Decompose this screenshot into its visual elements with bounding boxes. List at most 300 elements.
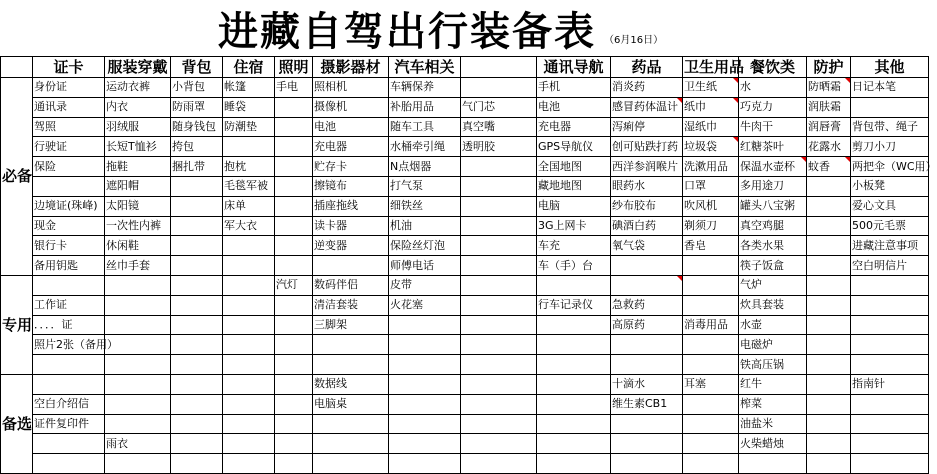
table-cell[interactable]: 气门芯 bbox=[461, 97, 537, 117]
table-cell[interactable]: 十滴水 bbox=[611, 374, 683, 394]
table-cell[interactable] bbox=[223, 394, 275, 414]
table-cell[interactable]: 西洋参润喉片 bbox=[611, 157, 683, 177]
column-header[interactable]: 汽车相关 bbox=[389, 57, 461, 78]
table-cell[interactable]: 太阳镜 bbox=[105, 196, 171, 216]
table-cell[interactable] bbox=[389, 355, 461, 375]
table-cell[interactable] bbox=[313, 414, 389, 434]
table-cell[interactable] bbox=[171, 315, 223, 335]
table-cell[interactable] bbox=[171, 196, 223, 216]
table-cell[interactable] bbox=[807, 355, 851, 375]
table-cell[interactable]: 皮带 bbox=[389, 275, 461, 295]
table-cell[interactable]: 消炎药 bbox=[611, 78, 683, 98]
table-cell[interactable] bbox=[537, 454, 611, 474]
table-cell[interactable] bbox=[611, 335, 683, 355]
table-cell[interactable] bbox=[171, 355, 223, 375]
table-cell[interactable] bbox=[683, 275, 739, 295]
table-cell[interactable] bbox=[461, 434, 537, 454]
table-cell[interactable]: 雨衣 bbox=[105, 434, 171, 454]
table-cell[interactable] bbox=[105, 414, 171, 434]
table-cell[interactable]: 充电器 bbox=[313, 137, 389, 157]
table-cell[interactable]: 摄像机 bbox=[313, 97, 389, 117]
table-cell[interactable] bbox=[461, 394, 537, 414]
table-cell[interactable]: 一次性内裤 bbox=[105, 216, 171, 236]
table-cell[interactable] bbox=[105, 454, 171, 474]
table-cell[interactable] bbox=[537, 374, 611, 394]
table-cell[interactable] bbox=[807, 394, 851, 414]
table-cell[interactable] bbox=[223, 355, 275, 375]
table-cell[interactable]: 细铁丝 bbox=[389, 196, 461, 216]
table-cell[interactable] bbox=[275, 117, 313, 137]
table-cell[interactable] bbox=[313, 454, 389, 474]
table-cell[interactable]: 空白明信片 bbox=[851, 256, 929, 276]
table-cell[interactable]: 电脑桌 bbox=[313, 394, 389, 414]
table-cell[interactable]: 感冒药体温计 bbox=[611, 97, 683, 117]
table-cell[interactable]: GPS导航仪 bbox=[537, 137, 611, 157]
table-cell[interactable] bbox=[461, 176, 537, 196]
table-cell[interactable]: 遮阳帽 bbox=[105, 176, 171, 196]
table-cell[interactable]: 火花塞 bbox=[389, 295, 461, 315]
table-cell[interactable]: 空白介绍信 bbox=[33, 394, 105, 414]
table-cell[interactable] bbox=[461, 256, 537, 276]
table-cell[interactable] bbox=[389, 335, 461, 355]
table-cell[interactable]: 红糖茶叶 bbox=[739, 137, 807, 157]
table-cell[interactable] bbox=[171, 256, 223, 276]
table-cell[interactable] bbox=[105, 315, 171, 335]
table-cell[interactable] bbox=[389, 315, 461, 335]
table-cell[interactable]: 背包带、绳子 bbox=[851, 117, 929, 137]
table-cell[interactable] bbox=[461, 414, 537, 434]
table-cell[interactable]: 500元毛票 bbox=[851, 216, 929, 236]
table-cell[interactable] bbox=[389, 374, 461, 394]
table-cell[interactable]: 蚊香 bbox=[807, 157, 851, 177]
table-cell[interactable]: 真空嘴 bbox=[461, 117, 537, 137]
table-cell[interactable]: 指南针 bbox=[851, 374, 929, 394]
table-cell[interactable]: 垃圾袋 bbox=[683, 137, 739, 157]
table-cell[interactable]: 擦镜布 bbox=[313, 176, 389, 196]
table-cell[interactable] bbox=[851, 414, 929, 434]
table-cell[interactable] bbox=[537, 355, 611, 375]
table-cell[interactable] bbox=[275, 374, 313, 394]
table-cell[interactable]: 边境证(珠峰) bbox=[33, 196, 105, 216]
table-cell[interactable]: 手机 bbox=[537, 78, 611, 98]
table-cell[interactable]: 红牛 bbox=[739, 374, 807, 394]
column-header[interactable]: 餐饮类 bbox=[739, 57, 807, 78]
table-cell[interactable]: 电脑 bbox=[537, 196, 611, 216]
table-cell[interactable] bbox=[389, 414, 461, 434]
column-header[interactable] bbox=[461, 57, 537, 78]
table-cell[interactable]: 香皂 bbox=[683, 236, 739, 256]
column-header[interactable]: 卫生用品 bbox=[684, 58, 745, 76]
table-cell[interactable] bbox=[851, 275, 929, 295]
table-cell[interactable] bbox=[223, 137, 275, 157]
table-cell[interactable]: 抱枕 bbox=[223, 157, 275, 177]
table-cell[interactable]: 两把伞（WC用） bbox=[851, 157, 929, 177]
table-cell[interactable]: 工作证 bbox=[33, 295, 105, 315]
table-cell[interactable] bbox=[171, 335, 223, 355]
table-cell[interactable] bbox=[105, 394, 171, 414]
table-cell[interactable]: 逆变器 bbox=[313, 236, 389, 256]
table-cell[interactable]: 随身钱包 bbox=[171, 117, 223, 137]
table-cell[interactable] bbox=[223, 315, 275, 335]
table-cell[interactable]: 口罩 bbox=[683, 176, 739, 196]
table-cell[interactable]: 三脚架 bbox=[313, 315, 389, 335]
table-cell[interactable]: 藏地地图 bbox=[537, 176, 611, 196]
table-cell[interactable]: 电池 bbox=[537, 97, 611, 117]
table-cell[interactable]: 维生素CB1 bbox=[611, 394, 683, 414]
table-cell[interactable]: 纱布胶布 bbox=[611, 196, 683, 216]
table-cell[interactable]: 多用途刀 bbox=[739, 176, 807, 196]
table-cell[interactable]: 小背包 bbox=[171, 78, 223, 98]
table-cell[interactable]: 毛毯军被 bbox=[223, 176, 275, 196]
table-cell[interactable]: 行驶证 bbox=[33, 137, 105, 157]
table-cell[interactable]: 氧气袋 bbox=[611, 236, 683, 256]
table-cell[interactable] bbox=[33, 454, 105, 474]
table-cell[interactable]: 碘酒白药 bbox=[611, 216, 683, 236]
table-cell[interactable]: 丝巾手套 bbox=[105, 256, 171, 276]
table-cell[interactable] bbox=[275, 315, 313, 335]
table-cell[interactable]: 铁高压锅 bbox=[739, 355, 807, 375]
table-cell[interactable] bbox=[223, 256, 275, 276]
column-header[interactable]: 住宿 bbox=[223, 57, 275, 78]
table-cell[interactable] bbox=[275, 454, 313, 474]
table-cell[interactable]: 随车工具 bbox=[389, 117, 461, 137]
table-cell[interactable]: 行车记录仪 bbox=[537, 295, 611, 315]
table-cell[interactable]: 水壶 bbox=[739, 315, 807, 335]
table-cell[interactable]: 保险丝灯泡 bbox=[389, 236, 461, 256]
table-cell[interactable]: 备用钥匙 bbox=[33, 256, 105, 276]
table-cell[interactable]: 巧克力 bbox=[739, 97, 807, 117]
table-cell[interactable]: 水 bbox=[739, 78, 807, 98]
table-cell[interactable] bbox=[223, 335, 275, 355]
table-cell[interactable] bbox=[313, 355, 389, 375]
table-cell[interactable]: 补胎用品 bbox=[389, 97, 461, 117]
table-cell[interactable] bbox=[275, 394, 313, 414]
table-cell[interactable] bbox=[461, 355, 537, 375]
table-cell[interactable] bbox=[389, 394, 461, 414]
table-cell[interactable]: 气炉 bbox=[739, 275, 807, 295]
table-cell[interactable]: 羽绒服 bbox=[105, 117, 171, 137]
table-cell[interactable] bbox=[171, 176, 223, 196]
table-cell[interactable] bbox=[223, 434, 275, 454]
table-cell[interactable]: 进藏注意事项 bbox=[851, 236, 929, 256]
column-header[interactable]: 背包 bbox=[171, 57, 223, 78]
table-cell[interactable] bbox=[275, 137, 313, 157]
table-cell[interactable]: 数码伴侣 bbox=[313, 275, 389, 295]
table-cell[interactable] bbox=[807, 256, 851, 276]
table-cell[interactable] bbox=[171, 454, 223, 474]
table-cell[interactable]: 筷子饭盒 bbox=[739, 256, 807, 276]
table-cell[interactable] bbox=[171, 295, 223, 315]
table-cell[interactable] bbox=[683, 335, 739, 355]
table-cell[interactable] bbox=[223, 275, 275, 295]
table-cell[interactable]: 创可贴跌打药 bbox=[611, 137, 683, 157]
table-cell[interactable] bbox=[461, 335, 537, 355]
table-cell[interactable]: 机油 bbox=[389, 216, 461, 236]
table-cell[interactable] bbox=[275, 434, 313, 454]
table-cell[interactable]: 油盐米 bbox=[739, 414, 807, 434]
table-cell[interactable]: 3G上网卡 bbox=[537, 216, 611, 236]
table-cell[interactable]: 洗漱用品 bbox=[683, 157, 739, 177]
table-cell[interactable]: 电池 bbox=[313, 117, 389, 137]
table-cell[interactable] bbox=[223, 236, 275, 256]
table-cell[interactable]: 车充 bbox=[537, 236, 611, 256]
table-cell[interactable] bbox=[461, 157, 537, 177]
table-cell[interactable]: 照片2张（备用） bbox=[33, 335, 105, 355]
table-row bbox=[1, 355, 929, 375]
table-cell[interactable]: 证件复印件 bbox=[33, 414, 105, 434]
table-cell[interactable]: 身份证 bbox=[33, 78, 105, 98]
table-cell[interactable]: 吹风机 bbox=[683, 196, 739, 216]
table-cell[interactable]: 读卡器 bbox=[313, 216, 389, 236]
table-cell[interactable]: 电磁炉 bbox=[739, 335, 807, 355]
column-header[interactable]: 防护 bbox=[807, 57, 851, 78]
column-header[interactable]: 照明 bbox=[275, 57, 313, 78]
table-cell[interactable]: 各类水果 bbox=[739, 236, 807, 256]
table-cell[interactable] bbox=[275, 157, 313, 177]
table-cell[interactable]: ．．．．证 bbox=[33, 315, 105, 335]
table-cell[interactable] bbox=[537, 434, 611, 454]
table-cell[interactable]: 车（手）台 bbox=[537, 256, 611, 276]
column-header[interactable]: 通讯导航 bbox=[537, 57, 611, 78]
table-cell[interactable] bbox=[807, 295, 851, 315]
column-header[interactable]: 摄影器材 bbox=[313, 57, 389, 78]
table-row bbox=[1, 256, 929, 276]
table-cell[interactable]: 防潮垫 bbox=[223, 117, 275, 137]
table-cell[interactable] bbox=[313, 434, 389, 454]
table-cell[interactable] bbox=[807, 275, 851, 295]
table-row bbox=[1, 196, 929, 216]
table-cell[interactable]: 水桶牵引绳 bbox=[389, 137, 461, 157]
table-cell[interactable] bbox=[313, 335, 389, 355]
table-cell[interactable]: 驾照 bbox=[33, 117, 105, 137]
table-cell[interactable]: 运动衣裤 bbox=[105, 78, 171, 98]
table-cell[interactable]: 润唇膏 bbox=[807, 117, 851, 137]
table-cell[interactable] bbox=[171, 414, 223, 434]
table-cell[interactable] bbox=[461, 196, 537, 216]
table-cell[interactable]: 透明胶 bbox=[461, 137, 537, 157]
table-cell[interactable]: 照相机 bbox=[313, 78, 389, 98]
table-cell[interactable]: 高原药 bbox=[611, 315, 683, 335]
table-cell[interactable]: 军大衣 bbox=[223, 216, 275, 236]
group-label-bibei: 必备 bbox=[1, 78, 33, 276]
table-cell[interactable]: 剃须刀 bbox=[683, 216, 739, 236]
table-cell[interactable] bbox=[275, 335, 313, 355]
table-row bbox=[1, 236, 929, 256]
table-cell[interactable] bbox=[807, 236, 851, 256]
table-cell[interactable]: 真空鸡腿 bbox=[739, 216, 807, 236]
table-cell[interactable]: 汽灯 bbox=[275, 275, 313, 295]
table-cell[interactable]: 捆扎带 bbox=[171, 157, 223, 177]
table-cell[interactable]: 睡袋 bbox=[223, 97, 275, 117]
table-cell[interactable]: 榨菜 bbox=[739, 394, 807, 414]
table-cell[interactable] bbox=[105, 355, 171, 375]
table-cell[interactable]: 卫生纸 bbox=[683, 78, 739, 98]
table-cell[interactable] bbox=[851, 335, 929, 355]
table-cell[interactable]: 帐篷 bbox=[223, 78, 275, 98]
table-cell[interactable] bbox=[275, 414, 313, 434]
table-cell[interactable] bbox=[275, 176, 313, 196]
table-cell[interactable]: 耳塞 bbox=[683, 374, 739, 394]
table-cell[interactable]: 银行卡 bbox=[33, 236, 105, 256]
table-cell[interactable] bbox=[33, 355, 105, 375]
table-cell[interactable] bbox=[851, 315, 929, 335]
table-cell[interactable] bbox=[807, 454, 851, 474]
table-cell[interactable] bbox=[275, 196, 313, 216]
table-cell[interactable] bbox=[223, 414, 275, 434]
table-cell[interactable]: 日记本笔 bbox=[851, 78, 929, 98]
table-cell[interactable] bbox=[807, 335, 851, 355]
column-header[interactable]: 服装穿戴 bbox=[105, 57, 171, 78]
table-cell[interactable]: 插座拖线 bbox=[313, 196, 389, 216]
table-cell[interactable] bbox=[223, 295, 275, 315]
table-cell[interactable]: 防雨罩 bbox=[171, 97, 223, 117]
table-cell[interactable] bbox=[171, 216, 223, 236]
table-cell[interactable] bbox=[807, 374, 851, 394]
table-cell[interactable]: 挎包 bbox=[171, 137, 223, 157]
table-cell[interactable]: 手电 bbox=[275, 78, 313, 98]
table-cell[interactable] bbox=[807, 176, 851, 196]
table-cell[interactable] bbox=[171, 275, 223, 295]
table-cell[interactable]: N点烟器 bbox=[389, 157, 461, 177]
table-cell[interactable] bbox=[611, 434, 683, 454]
column-header[interactable]: 其他 bbox=[851, 57, 929, 78]
table-cell[interactable]: 打气泵 bbox=[389, 176, 461, 196]
table-cell[interactable]: 花露水 bbox=[807, 137, 851, 157]
table-cell[interactable]: 数据线 bbox=[313, 374, 389, 394]
table-cell[interactable] bbox=[275, 295, 313, 315]
table-cell[interactable] bbox=[683, 355, 739, 375]
table-cell[interactable]: 爱心文具 bbox=[851, 196, 929, 216]
table-cell[interactable]: 内衣 bbox=[105, 97, 171, 117]
table-cell[interactable] bbox=[807, 315, 851, 335]
table-cell[interactable]: 现金 bbox=[33, 216, 105, 236]
table-cell[interactable] bbox=[389, 434, 461, 454]
table-cell[interactable] bbox=[537, 394, 611, 414]
table-cell[interactable]: 纸巾 bbox=[683, 97, 739, 117]
table-cell[interactable] bbox=[461, 295, 537, 315]
table-cell[interactable] bbox=[683, 256, 739, 276]
table-cell[interactable] bbox=[461, 236, 537, 256]
table-cell[interactable] bbox=[275, 236, 313, 256]
table-cell[interactable] bbox=[537, 414, 611, 434]
table-cell[interactable] bbox=[739, 454, 807, 474]
table-row bbox=[1, 137, 929, 157]
table-cell[interactable] bbox=[851, 454, 929, 474]
table-cell[interactable] bbox=[807, 434, 851, 454]
table-cell[interactable] bbox=[807, 216, 851, 236]
table-cell[interactable] bbox=[537, 335, 611, 355]
table-cell[interactable] bbox=[171, 434, 223, 454]
table-cell[interactable] bbox=[275, 216, 313, 236]
table-cell[interactable]: 车辆保养 bbox=[389, 78, 461, 98]
table-cell[interactable] bbox=[223, 374, 275, 394]
table-cell[interactable]: 湿纸巾 bbox=[683, 117, 739, 137]
table-cell[interactable] bbox=[851, 355, 929, 375]
table-cell[interactable]: 炊具套装 bbox=[739, 295, 807, 315]
table-cell[interactable] bbox=[389, 454, 461, 474]
table-cell[interactable]: 充电器 bbox=[537, 117, 611, 137]
table-cell[interactable] bbox=[611, 355, 683, 375]
table-cell[interactable] bbox=[105, 374, 171, 394]
table-row bbox=[1, 176, 929, 196]
table-cell[interactable] bbox=[105, 295, 171, 315]
table-cell[interactable] bbox=[313, 256, 389, 276]
table-cell[interactable] bbox=[461, 315, 537, 335]
table-cell[interactable] bbox=[171, 394, 223, 414]
table-cell[interactable] bbox=[807, 196, 851, 216]
table-cell[interactable]: 清洁套装 bbox=[313, 295, 389, 315]
table-cell[interactable]: 休闲鞋 bbox=[105, 236, 171, 256]
table-cell[interactable] bbox=[683, 394, 739, 414]
table-cell[interactable] bbox=[851, 295, 929, 315]
table-cell[interactable]: 消毒用品 bbox=[683, 315, 739, 335]
table-cell[interactable] bbox=[611, 414, 683, 434]
table-cell[interactable] bbox=[275, 355, 313, 375]
table-cell[interactable] bbox=[807, 414, 851, 434]
table-cell[interactable]: 眼药水 bbox=[611, 176, 683, 196]
table-cell[interactable]: 牛肉干 bbox=[739, 117, 807, 137]
table-cell[interactable]: 火柴蜡烛 bbox=[739, 434, 807, 454]
table-cell[interactable] bbox=[537, 275, 611, 295]
table-cell[interactable] bbox=[683, 414, 739, 434]
table-cell[interactable] bbox=[223, 454, 275, 474]
table-cell[interactable] bbox=[611, 454, 683, 474]
table-cell[interactable] bbox=[851, 97, 929, 117]
table-cell[interactable] bbox=[683, 434, 739, 454]
table-cell[interactable] bbox=[461, 216, 537, 236]
table-cell[interactable] bbox=[683, 454, 739, 474]
table-cell[interactable]: 剪刀小刀 bbox=[851, 137, 929, 157]
table-cell[interactable] bbox=[611, 256, 683, 276]
table-cell[interactable] bbox=[683, 295, 739, 315]
table-cell[interactable]: 贮存卡 bbox=[313, 157, 389, 177]
table-cell[interactable] bbox=[33, 374, 105, 394]
table-cell[interactable]: 长短T恤衫 bbox=[105, 137, 171, 157]
table-cell[interactable] bbox=[171, 236, 223, 256]
table-cell[interactable] bbox=[105, 275, 171, 295]
table-cell[interactable] bbox=[33, 176, 105, 196]
table-cell[interactable]: 拖鞋 bbox=[105, 157, 171, 177]
table-cell[interactable] bbox=[851, 434, 929, 454]
table-cell[interactable]: 全国地图 bbox=[537, 157, 611, 177]
table-cell[interactable]: 通讯录 bbox=[33, 97, 105, 117]
table-cell[interactable] bbox=[171, 374, 223, 394]
table-cell[interactable]: 保温水壶杯 bbox=[739, 157, 807, 177]
table-cell[interactable] bbox=[461, 78, 537, 98]
column-header[interactable]: 证卡 bbox=[33, 57, 105, 78]
table-cell[interactable]: 师傅电话 bbox=[389, 256, 461, 276]
table-cell[interactable]: 防晒霜 bbox=[807, 78, 851, 98]
table-cell[interactable] bbox=[33, 275, 105, 295]
table-cell[interactable]: 泻痢停 bbox=[611, 117, 683, 137]
table-cell[interactable] bbox=[851, 394, 929, 414]
table-cell[interactable] bbox=[611, 275, 683, 295]
table-cell[interactable] bbox=[275, 97, 313, 117]
table-cell[interactable]: 保险 bbox=[33, 157, 105, 177]
table-cell[interactable] bbox=[275, 256, 313, 276]
table-cell[interactable]: 急救药 bbox=[611, 295, 683, 315]
table-cell[interactable]: 罐头八宝粥 bbox=[739, 196, 807, 216]
table-cell[interactable] bbox=[33, 434, 105, 454]
table-cell[interactable]: 小板凳 bbox=[851, 176, 929, 196]
table-cell[interactable] bbox=[461, 454, 537, 474]
table-cell[interactable] bbox=[537, 315, 611, 335]
table-cell[interactable]: 床单 bbox=[223, 196, 275, 216]
table-cell[interactable] bbox=[461, 275, 537, 295]
table-cell[interactable]: 润肤霜 bbox=[807, 97, 851, 117]
table-cell[interactable] bbox=[461, 374, 537, 394]
column-header[interactable]: 药品 bbox=[611, 57, 683, 78]
